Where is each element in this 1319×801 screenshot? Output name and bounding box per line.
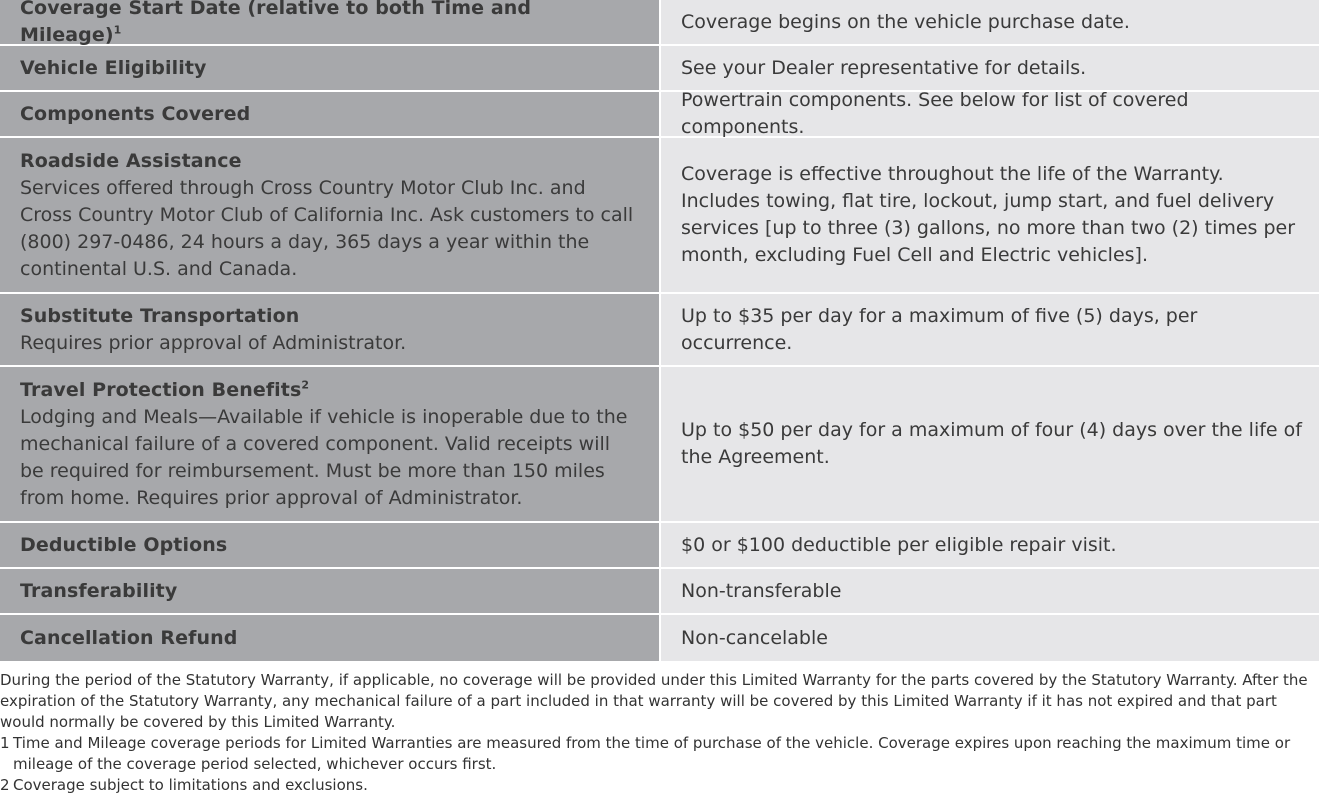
row-value: Non-cancelable <box>681 626 828 649</box>
row-label-cell <box>0 0 659 44</box>
row-label-cell <box>0 92 659 136</box>
row-value: Non-transferable <box>681 579 842 602</box>
table-row <box>0 0 1319 46</box>
row-label-cell <box>0 367 659 521</box>
row-value: Up to $50 per day for a maximum of four (4) days over the life of the Agreement. <box>681 419 1302 468</box>
row-label-cell <box>0 138 659 292</box>
row-label: Substitute Transportation <box>20 304 300 327</box>
row-value-cell <box>661 89 1319 138</box>
row-description: Requires prior approval of Administrator. <box>20 331 407 354</box>
row-value: Coverage begins on the vehicle purchase date. <box>681 10 1130 33</box>
row-label: Components Covered <box>20 102 251 125</box>
footnotes <box>0 670 1319 796</box>
table-row <box>0 46 1319 92</box>
row-label-cell <box>0 523 659 567</box>
table-row <box>0 523 1319 569</box>
row-label: Vehicle Eligibility <box>20 56 207 79</box>
row-label-cell <box>0 569 659 613</box>
footnote-marker: 1 <box>113 23 122 37</box>
row-label: Travel Protection Benefits$^2$ <box>20 378 310 401</box>
row-value: See your Dealer representative for details. <box>681 56 1087 79</box>
row-value: Powertrain components. See below for list of covered components. <box>681 89 1189 138</box>
row-value-cell <box>661 46 1319 90</box>
row-description: Services offered through Cross Country Motor Club Inc. and Cross Country Motor Club of California Inc. Ask customers to call (800) 297-0486, 24 hours a day, 365 days a year within the continental U.S. and Canada. <box>20 176 634 280</box>
row-value-cell <box>661 615 1319 661</box>
row-value: $0 or $100 deductible per eligible repair visit. <box>681 533 1117 556</box>
row-value: Up to $35 per day for a maximum of five (5) days, per occurrence. <box>681 304 1198 354</box>
row-label-cell <box>0 615 659 661</box>
footnote-intro: During the period of the Statutory Warranty, if applicable, no coverage will be provided under this Limited Warranty for the parts covered by the Statutory Warranty. After the expiration of the Statutory Warranty, any mechanical failure of a part included in that warranty will be covered by this Limited Warranty if it has not expired and that part would normally be covered by this Limited Warranty. <box>0 671 1308 731</box>
footnote-text: Coverage subject to limitations and exclusions. <box>13 776 368 794</box>
row-label: Coverage Start Date (relative to both Time and Mileage)$^1$ <box>20 0 532 46</box>
table-row <box>0 569 1319 615</box>
row-value: Coverage is effective throughout the life of the Warranty. Includes towing, flat tire, lockout, jump start, and fuel delivery services [up to three (3) gallons, no more than two (2) times per month, excluding Fuel Cell and Electric vehicles]. <box>681 163 1296 266</box>
row-value-cell <box>661 138 1319 292</box>
footnote-text: Time and Mileage coverage periods for Limited Warranties are measured from the time of purchase of the vehicle. Coverage expires upon reaching the maximum time or mileage of the coverage period selected, whichever occurs first. <box>13 734 1291 773</box>
table-row <box>0 138 1319 294</box>
table-row <box>0 367 1319 523</box>
row-label-cell <box>0 46 659 90</box>
row-label: Deductible Options <box>20 533 228 556</box>
table-row <box>0 615 1319 661</box>
row-label-cell <box>0 294 659 365</box>
row-value-cell <box>661 0 1319 44</box>
footnote-marker: 2 <box>301 378 310 392</box>
row-value-cell <box>661 569 1319 613</box>
footnote-number: 2 <box>0 776 10 794</box>
table-row <box>0 89 1319 138</box>
row-label: Transferability <box>20 579 178 602</box>
row-value-cell <box>661 367 1319 521</box>
row-label: Cancellation Refund <box>20 626 238 649</box>
row-label: Roadside Assistance <box>20 149 242 172</box>
footnote-item <box>0 775 1319 796</box>
row-value-cell <box>661 523 1319 567</box>
footnote-item <box>0 733 1319 775</box>
table-row <box>0 294 1319 367</box>
row-value-cell <box>661 294 1319 365</box>
footnote-number: 1 <box>0 734 10 752</box>
row-description: Lodging and Meals—Available if vehicle is inoperable due to the mechanical failure of a covered component. Valid receipts will be required for reimbursement. Must be more than 150 miles from home. Requires prior approval of Administrator. <box>20 405 628 509</box>
